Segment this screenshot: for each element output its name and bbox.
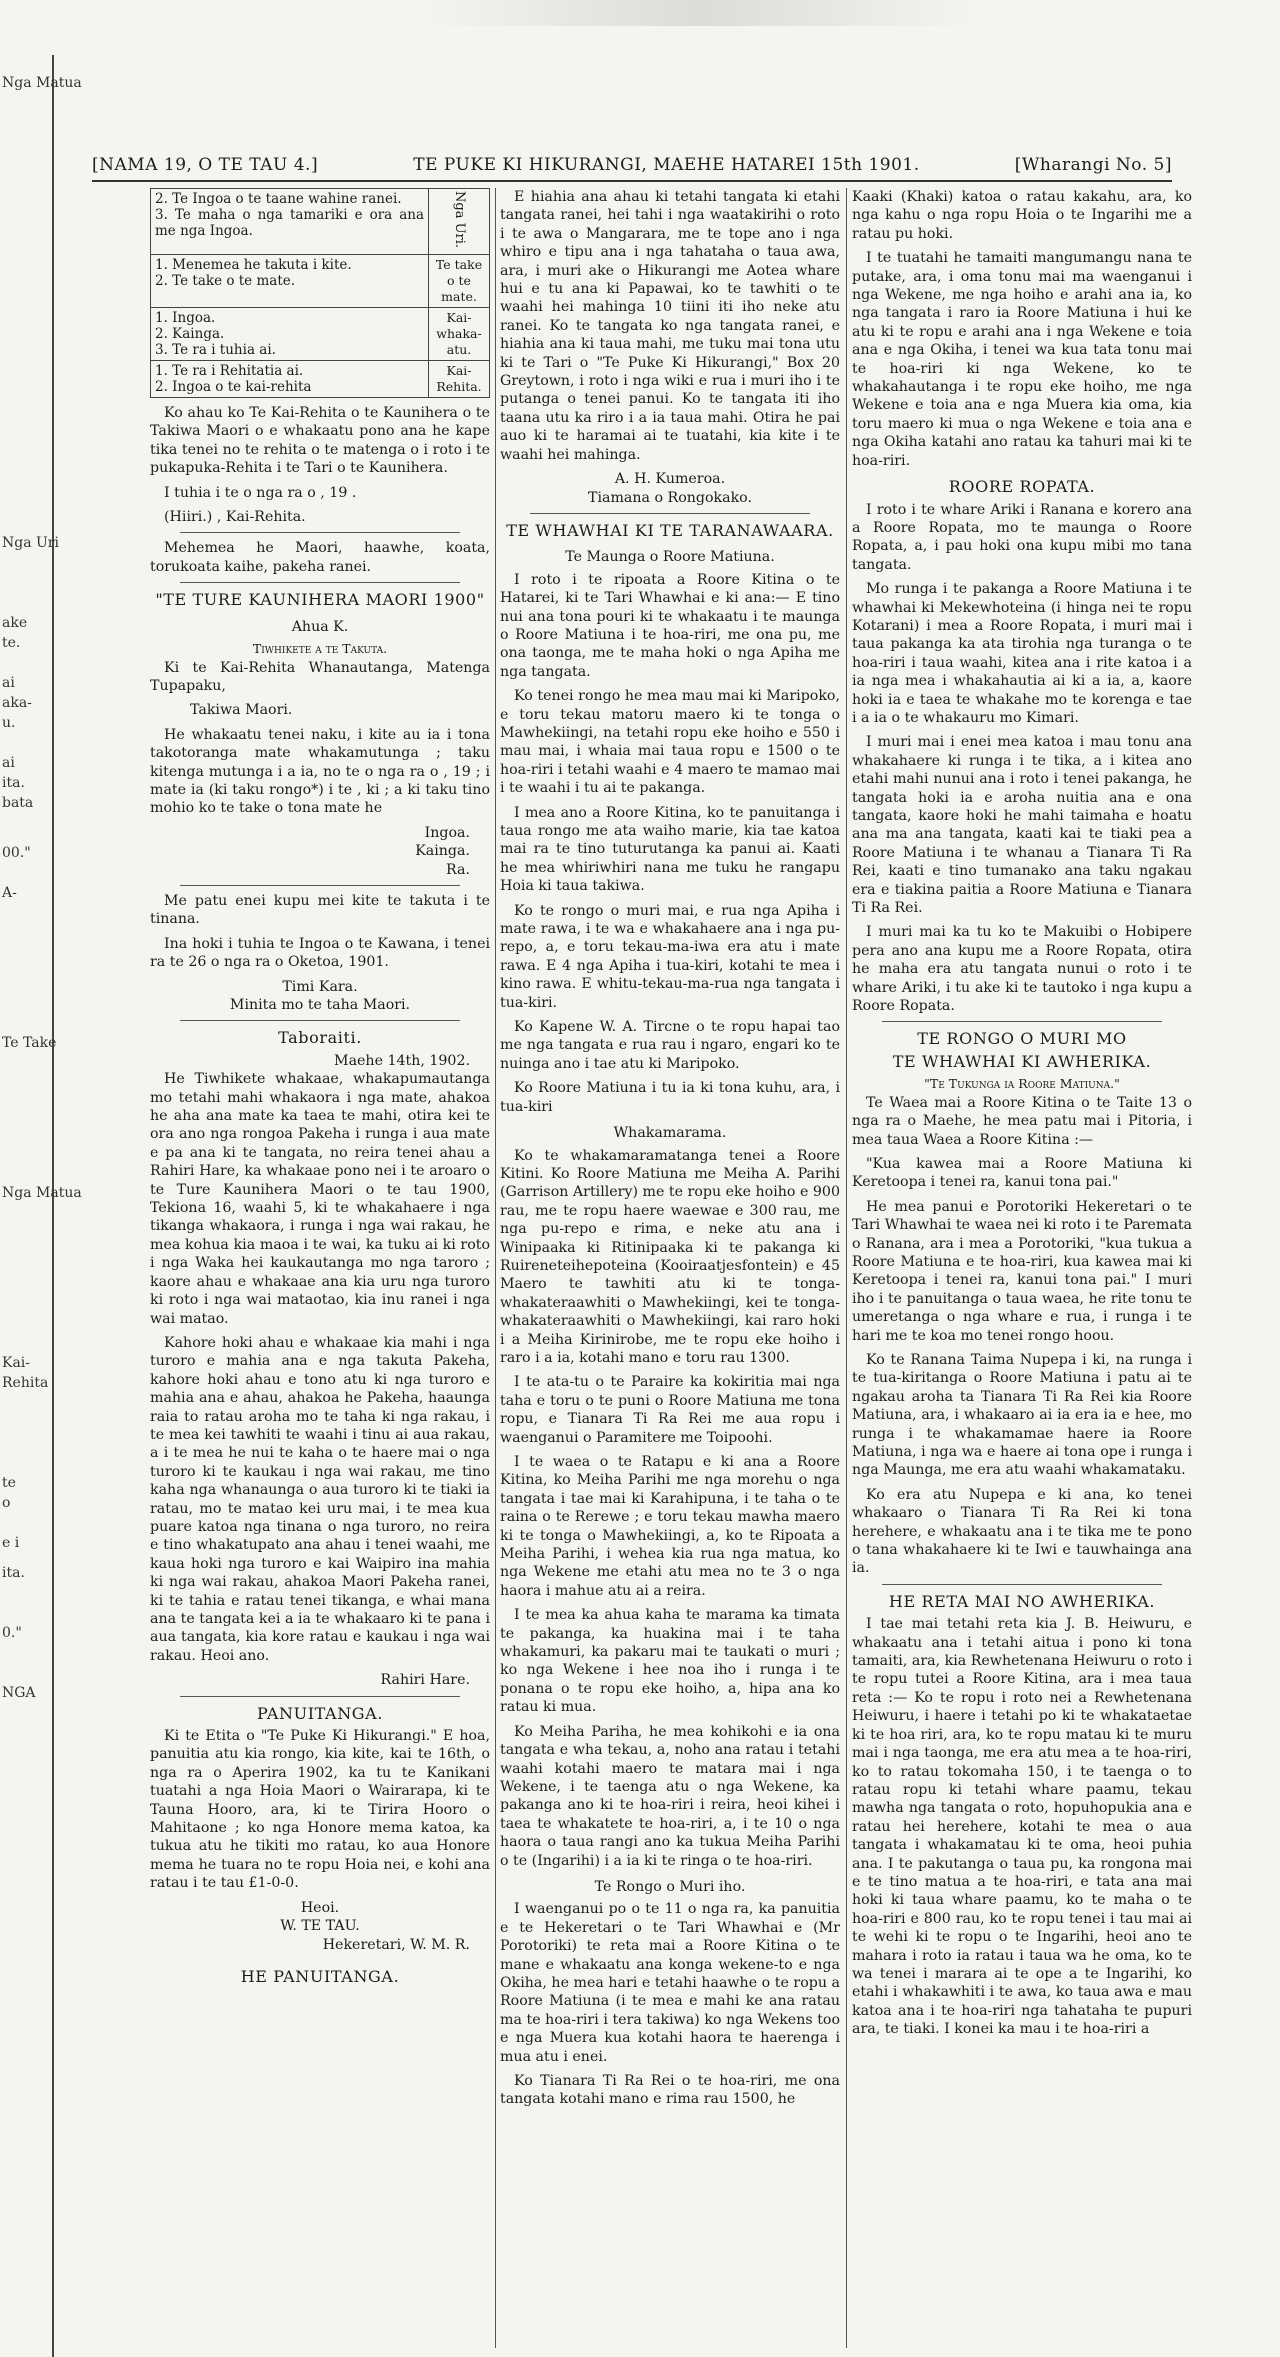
margin-fragment: bata (2, 795, 34, 811)
margin-fragment: Rehita (2, 1375, 49, 1391)
margin-fragment: Nga Uri (2, 535, 59, 551)
page-number: [Wharangi No. 5] (1014, 155, 1172, 175)
article-paragraph: I te waea o te Ratapu e ki ana a Roore Kitina, ko Meiha Parihi me nga morehu o nga tangata i tae mai ki Karahipuna, i te taha o te raina o te Rerewe ; e toru tekau mawha maero ki te tonga o Mawhekiingi, a, ko te Ripoata a Meiha Parihi, i wehea kia rua nga matua, ko nga Wekene me etahi atu mea no te 3 o nga haora i mahue atu ai a reira. (500, 1454, 840, 1599)
section-subheading: Te Maunga o Roore Matiuna. (565, 549, 775, 566)
article-paragraph: Ko Meiha Pariha, he mea kohikohi e ia ona tangata e wha tekau, a, noho ana ratau i tetahi waahi kotahi maero te matara mai i nga Wekene, i te taenga atu o nga Wekene, ka pakanga ano ki te hoa-riri i reira, heoi kihei i taea te whakatete te hoa-riri, a, i te 10 o nga haora o taua rangi ano ka tukua Meiha Parihi o te (Ingarihi) i a ia ki te ringa o te hoa-riri. (500, 1723, 840, 1869)
article-paragraph: I roto i te ripoata a Roore Kitina o te Hatarei, ki te Tari Whawhai e ki ana:— E tino nui ana tona pouri ki te whakaatu i te maunga o Roore Matiuna i te hoa-riri, me ona pu, me ona taonga, me te maha hoki o nga Apiha me nga tangata. (500, 571, 840, 680)
article-paragraph: Kaaki (Khaki) katoa o ratau kakahu, ara, ko nga kahu o nga ropu Hoia o te Ingarihi me a ratau pu hoki. (852, 189, 1192, 242)
form-line: 1. Ingoa. (155, 310, 216, 327)
article-paragraph: I te mea ka ahua kaha te marama ka timata te pakanga, ka huakina mai i te taha whakamuri, ka pakaru mai te taukati o muri ; ko nga Wekene i hee noa iho i runga i te ponana o te ropu eke hoiho, a, hipa ana ko ratau ki mua. (500, 1607, 840, 1716)
form-group-registrar (151, 361, 429, 398)
form-label-informant: Kai-whaka-atu. (429, 308, 490, 361)
article-paragraph: He Tiwhikete whakaae, whakapumautanga mo tetahi mahi whakaora i nga mate, ahakoa he aha ana mate ka taea te mahi, otira kei te ora ano nga rongoa Pakeha i runga i aua mate e pa ana ki te tangata, no reira tenei ahau a Rahiri Hare, ka whakaae pono nei i te aroaro o te Ture Kaunihera Maori o te tau 1900, Tekiona 16, waahi 5, ki te whakahaere i nga tikanga whakaora, i runga i nga wai rakau, he mea kohua kia maoa i te wai, ka tuku ai ki roto i nga Waka hei kaukautanga mo nga taroro ; kaore ahau e whakaae ana kia uru nga turoro ki roto i nga wai mataotao, kia inu ranei i nga wai matao. (150, 1071, 490, 1327)
form-label-cause: Te take o te mate. (429, 255, 490, 308)
form-line: 2. Kainga. (155, 326, 225, 343)
form-line: 3. Te ra i tuhia ai. (155, 342, 276, 359)
margin-fragment: 0." (2, 1625, 22, 1641)
section-rule (180, 1696, 460, 1697)
margin-fragment: NGA (2, 1685, 36, 1701)
article-date: Maehe 14th, 1902. (334, 1052, 470, 1069)
signature-line: Hekeretari, W. M. R. (322, 1936, 470, 1953)
signature-line: Heoi. (300, 1899, 340, 1916)
section-rule (180, 582, 460, 583)
section-heading: ROORE ROPATA. (948, 477, 1096, 497)
margin-fragment: A- (2, 885, 17, 901)
form-line: 2. Te Ingoa o te taane wahine ranei. (155, 191, 402, 207)
issue-number: [NAMA 19, O TE TAU 4.] (92, 155, 319, 175)
section-heading: TE WHAWHAI KI TE TARANAWAARA. (506, 520, 834, 540)
section-subheading: Tiwhikete a te Takuta. (252, 641, 388, 657)
article-paragraph: Mo runga i te pakanga a Roore Matiuna i te whawhai ki Mekewhoteina (i hinga nei te ropu Kotarani) i mea a Roore Ropata, i muri mai i taua pakanga ka ata tirohia nga turanga o te hoa-riri i taua waahi, kitea ana i rite katoa i a ia nga mea i whakahautia ai ki a ia, a, kaore hoki ia e taea te whakahe mo te korenga e tae i a ia o te whakauru mo Kimari. (852, 581, 1192, 726)
article-paragraph: Kahore hoki ahau e whakaae kia mahi i nga turoro e mahia ana e nga takuta Pakeha, kahore hoki ahau e tono atu ki nga turoro e mahia ana e ahau, ahakoa he Pakeha, haaunga raia to ratau aroha mo te taha ki nga rakau, i te mea kei tawhiti te waahi i tinu ai aua rakau, a i te mea he nui te kaha o te haere mai o nga turoro ki te kaukau i nga wai rakau, me tino kaha nga whanaunga o aua turoro ki te tiaki ia ratau, mo te matao kei uru mai, i te mea kua puare katoa nga tinana o nga turoro, no reira e tino whakatupato ana ahau i tenei waahi, me kaua hoki nga turoro e kai Waipiro ina mahia ki nga wai rakau, ahakoa Maori Pakeha ranei, ki te tahia e ratau tenei tikanga, e whai mana ana te tangata kei a ia te whakaaro ki te pana i aua tangata, kia kore ratau e kaukau i nga wai rakau. Heoi ano. (150, 1334, 490, 1664)
newspaper-title: TE PUKE KI HIKURANGI, MAEHE HATAREI 15th 1901. (413, 155, 920, 175)
section-heading: HE RETA MAI NO AWHERIKA. (888, 1591, 1156, 1611)
column-3 (852, 188, 1192, 2348)
signature-line: A. H. Kumeroa. (614, 471, 726, 488)
margin-fragment: o (2, 1495, 11, 1511)
left-margin-fragments (0, 55, 82, 2357)
signature-line: Timi Kara. (282, 978, 358, 995)
column-divider (495, 188, 496, 2348)
page-header (92, 152, 1172, 178)
margin-fragment: Nga Matua (2, 1185, 82, 1201)
form-group-cause (151, 255, 429, 308)
article-paragraph: He whakaatu tenei naku, i kite au ia i tona takotoranga mate whakamutunga ; taku kitenga mutunga i a ia, no te o nga ra o , 19 ; i mate ia (ki taku rongo*) i te , ki ; a ki taku tino mohio ko te take o tona mate he (150, 726, 490, 817)
margin-fragment: Kai- (2, 1355, 31, 1371)
section-rule (882, 1021, 1162, 1022)
form-line: 3. Te maha o nga tamariki e ora ana me nga Ingoa. (155, 207, 424, 239)
signature-line: Tiamana o Rongokako. (588, 489, 752, 506)
form-paragraph: I tuhia i te o nga ra o , 19 . (164, 484, 357, 501)
section-heading: PANUITANGA. (256, 1703, 384, 1723)
form-label-registrar: Kai-Rehita. (429, 361, 490, 398)
article-paragraph: I roto i te whare Ariki i Ranana e korero ana a Roore Ropata, mo te maunga o Roore Ropata, a, i pau hoki ona kupu mibi mo tana tangata. (852, 501, 1192, 573)
section-subheading: Te Rongo o Muri iho. (594, 1878, 746, 1895)
article-paragraph: I tae mai tetahi reta kia J. B. Heiwuru, e whakaatu ana i tetahi aitua i pono ki tona tamaiti, ara, kia Rewhetenana Heiwuru o roto i te ropu tutei a Roore Kitina, ara i mea taua reta :— Ko te ropu i roto nei a Rewhetenana Heiwuru, i haere i tetahi po ki te whakataetae ki te hoa riri, ara, ko te ropu matau ki te muru mai i nga taonga, me era atu mea a te hoa-riri, ko to ratau tokomaha 150, i te taenga o to ratau ropu ki tetahi whare paamu, tekau mawha nga tangata o roto, hopuhopukia ana e ratau hei herehere, kotahi te mea o aua tangata i whakamatau ki te oma, heoi puhia ana. I te pakutanga o taua pu, ka rongona mai e te tino matua a te hoa-riri, e tata ana mai hoki ki taua whare paamu, ko te maha o te hoa-riri e 800 rau, ko te ropu tenei i tau mai ai te wehi ki te ropu o te Ingarihi, heoi ano te mahara i roto ia ratau i taua wa he oma, ko te wa tenei i marara ai te ope a te Ingarihi, ko etahi i whakawhiti i te awa, ko taua awa e mau katoa ana i te hoa-riri nga tahataha te pupuri ara, te tiaki. I konei ka mau i te hoa-riri a (852, 1616, 1192, 2038)
article-paragraph: Ko te Ranana Taima Nupepa i ki, na runga i te tua-kiritanga o Roore Matiuna i patu ai te ngakau aroha ta Tianara Ti Ra Rei kia Roore Matiuna, ara, i whakaaro ai ia era ia e hee, mo runga i te whakamamae haere ia Roore Matiuna, i nga wa e haere ai tona ope i runga i nga Maunga, me era atu waahi whakamataku. (852, 1351, 1192, 1479)
article-paragraph: I te ata-tu o te Paraire ka kokiritia mai nga taha e toru o te puni o Roore Matiuna me tona ropu, e Tianara Ti Ra Rei me aua ropu i waenganui o Paramitere me Toipoohi. (500, 1374, 840, 1446)
section-rule (180, 1020, 460, 1021)
article-paragraph: Ki te Etita o "Te Puke Ki Hikurangi." E hoa, panuitia atu kia rongo, kia kite, kai te 16th, o nga ra o Aperira 1902, ka tu te Kanikani tuatahi a nga Hoia Maori o Wairarapa, ki te Tauna Hooro, ara, ki te Tirira Hooro o Mahitaone ; ko nga Honore mema katoa, ka tukua atu he tikiti mo ratau, ko aua Honore mema he tuara no te ropu Hoia nei, e kohi ana ratau i te tau £1-0-0. (150, 1728, 490, 1892)
form-line: 2. Ingoa o te kai-rehita (155, 379, 312, 396)
margin-fragment: aka- (2, 695, 32, 711)
margin-fragment: te. (2, 635, 21, 651)
page-stain (420, 0, 980, 26)
article-paragraph: Ko tenei rongo he mea mau mai ki Maripoko, e toru tekau matoru maero ki te tonga o Mawhekiingi, na tetahi ropu eke hoiho e 550 i mau mai, i whaia mai taua ropu e 1500 o te hoa-riri i tetahi waahi e 4 maero te mamao mai i te waahi i tu ai te pakanga. (500, 688, 840, 797)
header-rule (92, 180, 1172, 182)
margin-fragment: u. (2, 715, 16, 731)
article-paragraph: Ko era atu Nupepa e ki ana, ko tenei whakaaro o Tianara Ti Ra Rei ki tona herehere, e whakaatu ana i te tika me te pono o tana whakahaere ki te Iwi e tauwhainga ana ia. (852, 1486, 1192, 1577)
article-paragraph: Ko Roore Matiuna i tu ia ki tona kuhu, ara, i tua-kiri (500, 1080, 840, 1115)
form-line: 2. Te take o te mate. (155, 273, 296, 290)
article-paragraph: He mea panui e Porotoriki Hekeretari o te Tari Whawhai te waea nei ki roto i te Paremata o Ranana, ara i mea a Porotoriki, "kua tukua a Roore Matiuna e te hoa-riri, kua kawea mai ki Keretoopa i tenei ra, kanui tona pai." I muri iho i te panuitanga o taua waea, he rite tonu te umeretanga o nga whare e rua, i runga i te hari me te koa mo tenei rongo hoou. (852, 1198, 1192, 1344)
section-heading: TE RONGO O MURI MO (917, 1029, 1127, 1049)
column-2 (500, 188, 840, 2348)
article-paragraph: Ki te Kai-Rehita Whanautanga, Matenga Tupapaku, (150, 659, 490, 694)
column-1 (150, 188, 490, 2348)
section-heading: TE WHAWHAI KI AWHERIKA. (892, 1051, 1152, 1071)
margin-fragment: te (2, 1475, 16, 1491)
signature-line: Minita mo te taha Maori. (229, 997, 411, 1014)
form-note: Mehemea he Maori, haawhe, koata, torukoata kaihe, pakeha ranei. (150, 540, 490, 575)
section-heading: HE PANUITANGA. (240, 1966, 400, 1986)
article-paragraph: E hiahia ana ahau ki tetahi tangata ki etahi tangata ranei, hei tahi i nga waatakirihi o roto i te awa o Mangarara, me te tope ano i nga whiro e tipu ana i nga tahataha o taua awa, ara, i muri ake o Hikurangi me Aotea whare hui e tu ana ki Papawai, ko te tawhiti o te waahi hei mahinga 10 tiini iti iho neke atu ranei. Ko te tangata ko nga tangata ranei, e hiahia ana ki taua mahi, me tuku mai tona utu ki te Tari o "Te Puke Ki Hikurangi," Box 20 Greytown, i roto i nga wiki e rua i muri iho i te putanga o tenei panui. Ko te tangata iti iho taana utu ka riro i a ia taua mahi. Otira he pai auo ki te haramai ai te tuatahi, kia kite i te waahi hei mahinga. (500, 189, 840, 463)
section-subheading: Whakamarama. (613, 1125, 727, 1142)
signature-line: Kainga. (415, 843, 470, 860)
section-subheading: "Te Tukunga ia Roore Matiuna." (924, 1076, 1120, 1092)
margin-fragment: 00." (2, 845, 31, 861)
signature-line: Rahiri Hare. (380, 1672, 470, 1689)
article-paragraph: I waenganui po o te 11 o nga ra, ka panuitia e te Hekeretari o te Tari Whawhai e (Mr Porotoriki) te reta mai a Roore Kitina o te mane e whakaatu ana konga wekene-to e nga Okiha, he mea hari e tetahi haawhe o te ropu a Roore Matiuna (i te mea e mahi ke ana ratau ma te hoa-riri i tera takiwa) ko nga Wekens too e nga Muera kua kotahi haora te haerenga i mua atu i enei. (500, 1901, 840, 2065)
column-divider (846, 188, 847, 2348)
form-line: 1. Menemea he takuta i kite. (155, 257, 352, 274)
margin-fragment: ai (2, 675, 15, 691)
article-paragraph: I mea ano a Roore Kitina, ko te panuitanga i taua rongo me ata waiho marie, kia tae katoa mai ra te tino tuturutanga ka panui ai. Kaati he mea whiriwhiri nana me tuku he rangapu Hoia ki taua takiwa. (500, 804, 840, 895)
margin-fragment: ita. (2, 1565, 25, 1581)
margin-fragment: e i (2, 1535, 20, 1551)
article-paragraph: "Kua kawea mai a Roore Matiuna ki Keretoopa i tenei ra, kanui tona pai." (852, 1155, 1192, 1191)
article-paragraph: Takiwa Maori. (190, 702, 293, 719)
signature-line: W. TE TAU. (280, 1918, 360, 1935)
article-paragraph: Ina hoki i tuhia te Ingoa o te Kawana, i tenei ra te 26 o nga ra o Oketoa, 1901. (150, 935, 490, 971)
form-label-children: Nga Uri. (429, 189, 490, 255)
form-line: 1. Te ra i Rehitatia ai. (155, 363, 304, 380)
signature-line: Ra. (446, 861, 470, 878)
section-heading: Taboraiti. (278, 1028, 362, 1048)
article-paragraph: Te Waea mai a Roore Kitina o te Taite 13 o nga ra o Maehe, he mea patu mai i Pitoria, i mea taua Waea a Roore Kitina :— (852, 1094, 1192, 1148)
margin-fragment: Te Take (2, 1035, 57, 1051)
article-paragraph: I muri mai i enei mea katoa i mau tonu ana whakahaere ki runga i te tika, a i kitea ano etahi mahi nunui ana i roto i tenei pakanga, he tangata hoki ia e aroha nuitia ana e ona tangata, kaore hoki he mahi taimaha e hoatu ana ma ana tangata, kaati kai te tiaki pea a Roore Matiuna i te whanau a Tianara Ti Ra Rei, kaati e tino tumanako ana taku ngakau era e tiakina paitia a Roore Matiuna e Tianara Ti Ra Rei. (852, 734, 1192, 917)
registration-form-table (150, 188, 490, 398)
section-heading: "TE TURE KAUNIHERA MAORI 1900" (155, 590, 485, 610)
margin-fragment: ake (2, 615, 28, 631)
article-paragraph: I muri mai ka tu ko te Makuibi o Hobipere pera ano ana kupu me a Roore Ropata, otira he maha era atu tangata nunui o roto i te whare Ariki, i tu ake ki te tautoko i nga kupu a Roore Ropata. (852, 924, 1192, 1015)
article-paragraph: Ko Kapene W. A. Tircne o te ropu hapai tao me nga tangata e rua rau i ngaro, engari ko te nuinga ano i tae atu ki Maripoko. (500, 1019, 840, 1072)
section-rule (180, 532, 460, 533)
article-paragraph: Me patu enei kupu mei kite te takuta i te tinana. (150, 892, 490, 928)
article-paragraph: I te tuatahi he tamaiti mangumangu nana te putake, ara, i oma tonu mai ma waenganui i nga Wekene, me nga hoiho e arahi ana ia, ko nga tangata i raro ia Roore Matiuna i hui ke atu ki te ropu e arahi ana i nga Wekene e toia ana e nga Okiha, i tenei wa kua tata tonu mai te hoa-riri ki nga Wekene, ko te whakahautanga i te ropu eke hoiho, me nga Wekene e toia ana e nga Muera kia oma, kia toru maero ki mua o nga Wekene e toia ana e nga Okiha katahi ano ratau ka tahuri mai ki te hoa-riri. (852, 250, 1192, 469)
form-paragraph: (Hiiri.) , Kai-Rehita. (164, 509, 306, 526)
margin-fragment: ai (2, 755, 15, 771)
form-paragraph: Ko ahau ko Te Kai-Rehita o te Kaunihera o te Takiwa Maori o e whakaatu pono ana he kape tika tenei no te rehita o te matenga o i roto i te pukapuka-Rehita i te Tari o te Kaunihera. (150, 405, 490, 477)
margin-fragment: Nga Matua (2, 75, 82, 91)
article-paragraph: Ko te whakamaramatanga tenei a Roore Kitini. Ko Roore Matiuna me Meiha A. Parihi (Garrison Artillery) me te ropu eke hoiho e 900 rau, me te ropu haere waewae e 300 rau, me nga pu-repo e rima, e neke atu ana i Winipaaka ki Ritinipaaka ki te pakanga ki Ruireneteihepoteina (Kooiraatjesfontein) e 45 Maero te tawhiti atu ki te tonga-whakateraawhiti o Mawhekiingi, kei te tonga-whakateraawhiti o Mawhekiingi, kai raro hoki i a Meiha Kirinirobe, me te ropu eke hoiho i raro i a ia, kotahi mano e toru rau 1300. (500, 1147, 840, 1366)
margin-fragment: ita. (2, 775, 25, 791)
section-rule (180, 885, 460, 886)
article-paragraph: Ko te rongo o muri mai, e rua nga Apiha i mate rawa, i te wa e whakahaere ana i nga pu-repo, a, e toru tekau-ma-iwa era atu i mate rawa. E 4 nga Apiha i tua-kiri, kotahi te mea i kino rawa. E whitu-tekau-ma-rua nga tangata i tua-kiri. (500, 902, 840, 1011)
signature-line: Ingoa. (424, 824, 470, 841)
form-group-informant (151, 308, 429, 361)
section-rule (882, 1584, 1162, 1585)
article-paragraph: Ko Tianara Ti Ra Rei o te hoa-riri, me ona tangata kotahi mano e rima rau 1500, he (500, 2073, 840, 2108)
form-group-children (151, 189, 429, 255)
section-subheading: Ahua K. (291, 618, 349, 635)
section-rule (530, 513, 810, 514)
